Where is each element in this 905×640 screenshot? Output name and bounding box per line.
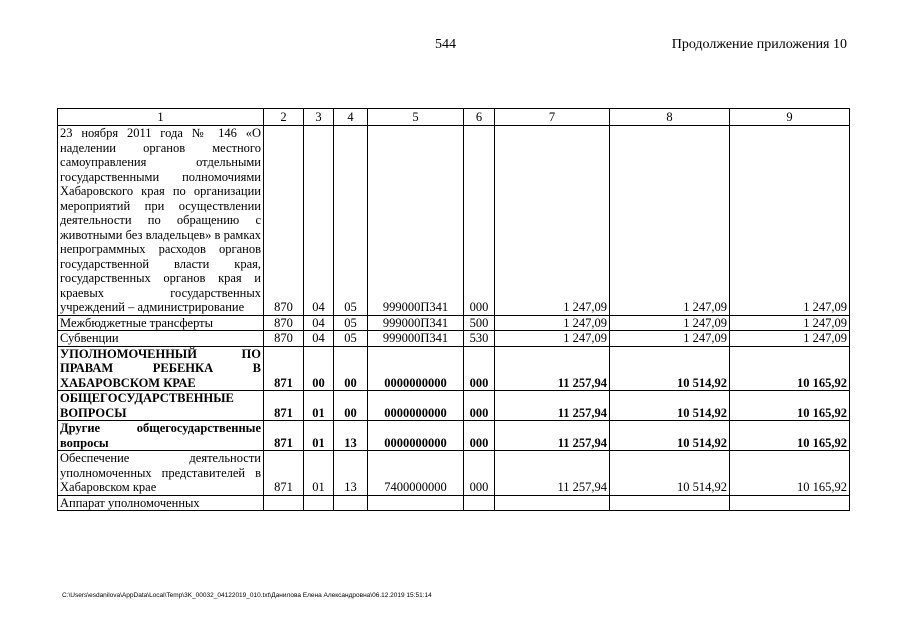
- row-name: Обеспечение деятельности уполномоченных представителей в Хабаровском крае: [58, 451, 264, 496]
- target-article-code: 0000000000: [368, 391, 464, 421]
- subsection-code: 00: [334, 346, 368, 391]
- empty-cell: [304, 495, 334, 511]
- amount-col8: 10 514,92: [610, 346, 730, 391]
- row-name: 23 ноября 2011 года № 146 «О наделении органов местного самоуправления отдельными государственными полномочиями Хабаровского края по организации мероприятий при осуществлении деятельности по обращению с животными без владельцев» в рамках непрограммных расходов органов государственной власти края, государственных органов края и краевых государственных учреждений – администрирование: [58, 126, 264, 316]
- empty-cell: [368, 495, 464, 511]
- section-code: 04: [304, 331, 334, 347]
- subsection-code: 13: [334, 421, 368, 451]
- column-header: 2: [264, 109, 304, 126]
- expense-type-code: 000: [464, 391, 495, 421]
- amount-col9: 1 247,09: [730, 126, 850, 316]
- amount-col9: 10 165,92: [730, 421, 850, 451]
- expense-type-code: 530: [464, 331, 495, 347]
- target-article-code: 0000000000: [368, 346, 464, 391]
- column-header: 4: [334, 109, 368, 126]
- appendix-continuation-note: Продолжение приложения 10: [671, 37, 847, 52]
- column-header: 7: [495, 109, 610, 126]
- amount-col8: 10 514,92: [610, 451, 730, 496]
- budget-table-body: [58, 126, 850, 511]
- column-header: 1: [58, 109, 264, 126]
- section-code: 01: [304, 421, 334, 451]
- expense-type-code: 000: [464, 346, 495, 391]
- section-code: 00: [304, 346, 334, 391]
- footer-file-path: C:\Users\esdanilova\AppData\Local\Temp\3K_00032_04122019_010.txt\Данилова Елена Александровна\06.12.2019 15:51:14: [62, 592, 432, 599]
- column-header: 8: [610, 109, 730, 126]
- empty-cell: [334, 495, 368, 511]
- section-code: 04: [304, 315, 334, 331]
- row-name: Межбюджетные трансферты: [58, 315, 264, 331]
- section-code: 01: [304, 391, 334, 421]
- ministry-code: 870: [264, 331, 304, 347]
- amount-col9: 1 247,09: [730, 331, 850, 347]
- subsection-code: 13: [334, 451, 368, 496]
- row-name: ОБЩЕГОСУДАРСТВЕННЫЕ ВОПРОСЫ: [58, 391, 264, 421]
- ministry-code: 871: [264, 421, 304, 451]
- amount-col8: 10 514,92: [610, 421, 730, 451]
- subsection-code: 05: [334, 331, 368, 347]
- table-row: [58, 495, 850, 511]
- column-header: 9: [730, 109, 850, 126]
- amount-col7: 11 257,94: [495, 391, 610, 421]
- ministry-code: 871: [264, 346, 304, 391]
- ministry-code: 870: [264, 126, 304, 316]
- expense-type-code: 000: [464, 451, 495, 496]
- amount-col7: 1 247,09: [495, 331, 610, 347]
- row-name: Другие общегосударственные вопросы: [58, 421, 264, 451]
- amount-col7: 11 257,94: [495, 421, 610, 451]
- empty-cell: [495, 495, 610, 511]
- row-name: Субвенции: [58, 331, 264, 347]
- expense-type-code: 000: [464, 421, 495, 451]
- amount-col8: 1 247,09: [610, 331, 730, 347]
- subsection-code: 05: [334, 315, 368, 331]
- empty-cell: [610, 495, 730, 511]
- target-article-code: 999000П341: [368, 126, 464, 316]
- amount-col7: 1 247,09: [495, 315, 610, 331]
- column-header: 5: [368, 109, 464, 126]
- column-header: 3: [304, 109, 334, 126]
- table-row: [58, 391, 850, 421]
- table-row: [58, 126, 850, 316]
- budget-table: [57, 108, 850, 511]
- amount-col9: 1 247,09: [730, 315, 850, 331]
- table-row: [58, 331, 850, 347]
- subsection-code: 00: [334, 391, 368, 421]
- empty-cell: [730, 495, 850, 511]
- row-name: УПОЛНОМОЧЕННЫЙ ПО ПРАВАМ РЕБЕНКА В ХАБАРОВСКОМ КРАЕ: [58, 346, 264, 391]
- target-article-code: 999000П341: [368, 331, 464, 347]
- expense-type-code: 500: [464, 315, 495, 331]
- ministry-code: 871: [264, 451, 304, 496]
- amount-col9: 10 165,92: [730, 346, 850, 391]
- column-number-row: [58, 109, 850, 126]
- page-number: 544: [435, 37, 456, 52]
- ministry-code: 871: [264, 391, 304, 421]
- empty-cell: [464, 495, 495, 511]
- empty-cell: [264, 495, 304, 511]
- expense-type-code: 000: [464, 126, 495, 316]
- section-code: 04: [304, 126, 334, 316]
- amount-col9: 10 165,92: [730, 451, 850, 496]
- amount-col8: 1 247,09: [610, 315, 730, 331]
- table-row: [58, 346, 850, 391]
- amount-col7: 11 257,94: [495, 346, 610, 391]
- target-article-code: 0000000000: [368, 421, 464, 451]
- amount-col8: 1 247,09: [610, 126, 730, 316]
- column-header: 6: [464, 109, 495, 126]
- amount-col7: 11 257,94: [495, 451, 610, 496]
- table-row: [58, 421, 850, 451]
- section-code: 01: [304, 451, 334, 496]
- table-row: [58, 315, 850, 331]
- target-article-code: 999000П341: [368, 315, 464, 331]
- subsection-code: 05: [334, 126, 368, 316]
- amount-col9: 10 165,92: [730, 391, 850, 421]
- row-name: Аппарат уполномоченных: [58, 495, 264, 511]
- target-article-code: 7400000000: [368, 451, 464, 496]
- amount-col8: 10 514,92: [610, 391, 730, 421]
- table-row: [58, 451, 850, 496]
- ministry-code: 870: [264, 315, 304, 331]
- amount-col7: 1 247,09: [495, 126, 610, 316]
